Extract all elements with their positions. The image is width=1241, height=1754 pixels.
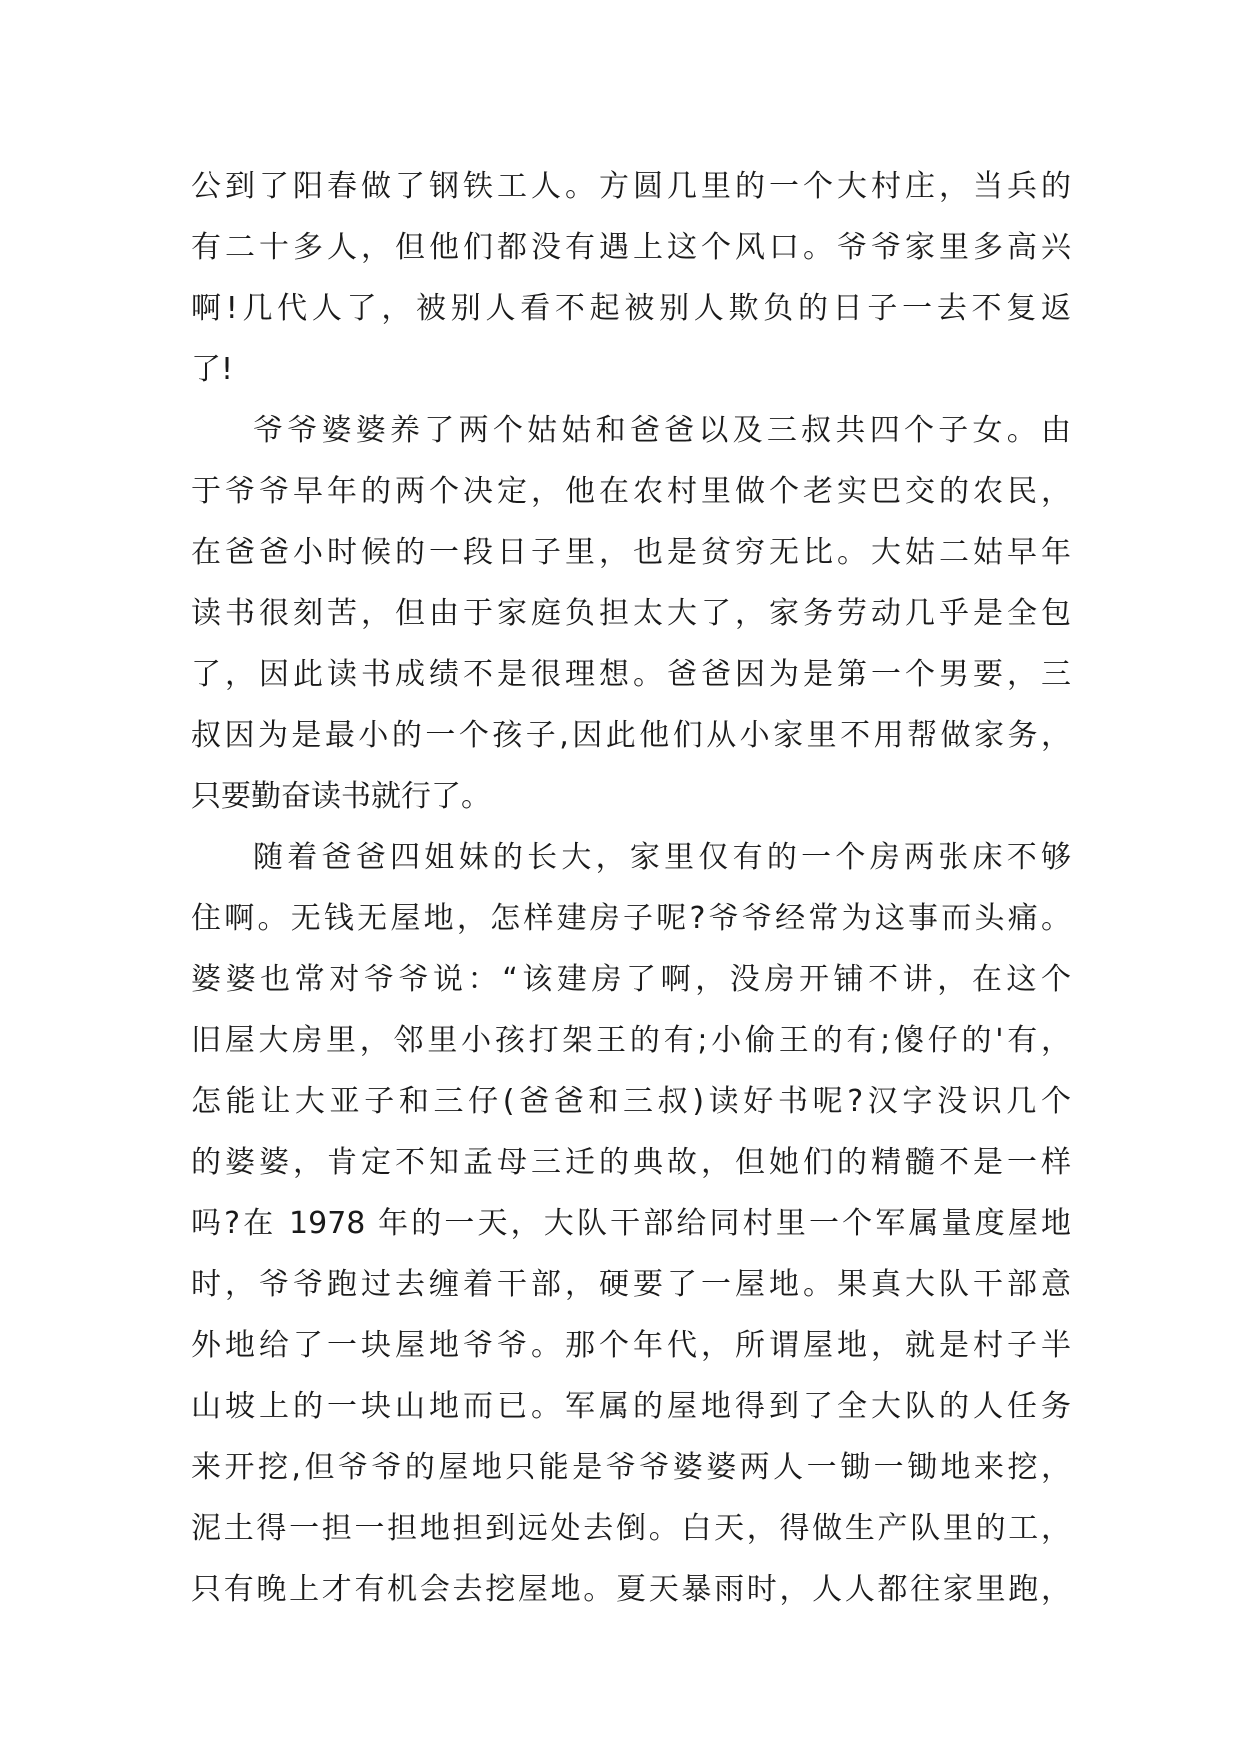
text-line: 只要勤奋读书就行了。 bbox=[191, 779, 491, 814]
text-line: 泥土得一担一担地担到远处去倒。白天，得做生产队里的工， bbox=[191, 1511, 1071, 1546]
text-line: 公到了阳春做了钢铁工人。方圆几里的一个大村庄，当兵的 bbox=[191, 169, 1071, 204]
text-line: 山坡上的一块山地而已。军属的屋地得到了全大队的人任务 bbox=[191, 1389, 1071, 1424]
text-line: 时，爷爷跑过去缠着干部，硬要了一屋地。果真大队干部意 bbox=[191, 1267, 1071, 1302]
text-line: 了，因此读书成绩不是很理想。爸爸因为是第一个男要，三 bbox=[191, 657, 1071, 692]
text-line: 婆婆也常对爷爷说：“该建房了啊，没房开铺不讲，在这个 bbox=[191, 962, 1071, 997]
text-line: 的婆婆，肯定不知孟母三迁的典故，但她们的精髓不是一样 bbox=[191, 1145, 1071, 1180]
text-line: 只有晚上才有机会去挖屋地。夏天暴雨时，人人都往家里跑， bbox=[191, 1572, 1071, 1607]
text-line: 在爸爸小时候的一段日子里，也是贫穷无比。大姑二姑早年 bbox=[191, 535, 1071, 570]
text-line: 于爷爷早年的两个决定，他在农村里做个老实巴交的农民， bbox=[191, 474, 1071, 509]
text-line: 吗?在 1978 年的一天，大队干部给同村里一个军属量度屋地 bbox=[191, 1206, 1071, 1241]
body-text bbox=[191, 156, 1071, 1620]
text-line: 怎能让大亚子和三仔(爸爸和三叔)读好书呢?汉字没识几个 bbox=[191, 1084, 1071, 1119]
text-line: 来开挖,但爷爷的屋地只能是爷爷婆婆两人一锄一锄地来挖， bbox=[191, 1450, 1071, 1485]
text-line: 啊!几代人了，被别人看不起被别人欺负的日子一去不复返 bbox=[191, 291, 1071, 326]
text-line: 叔因为是最小的一个孩子,因此他们从小家里不用帮做家务， bbox=[191, 718, 1071, 753]
text-line: 住啊。无钱无屋地，怎样建房子呢?爷爷经常为这事而头痛。 bbox=[191, 901, 1071, 936]
text-line: 了! bbox=[191, 352, 234, 387]
text-line: 外地给了一块屋地爷爷。那个年代，所谓屋地，就是村子半 bbox=[191, 1328, 1071, 1363]
paragraph-first-line: 随着爸爸四姐妹的长大，家里仅有的一个房两张床不够 bbox=[253, 840, 1071, 875]
text-line: 有二十多人，但他们都没有遇上这个风口。爷爷家里多高兴 bbox=[191, 230, 1071, 265]
text-line: 读书很刻苦，但由于家庭负担太大了，家务劳动几乎是全包 bbox=[191, 596, 1071, 631]
paragraph-first-line: 爷爷婆婆养了两个姑姑和爸爸以及三叔共四个子女。由 bbox=[253, 413, 1071, 448]
text-line: 旧屋大房里，邻里小孩打架王的有;小偷王的有;傻仔的'有， bbox=[191, 1023, 1071, 1058]
